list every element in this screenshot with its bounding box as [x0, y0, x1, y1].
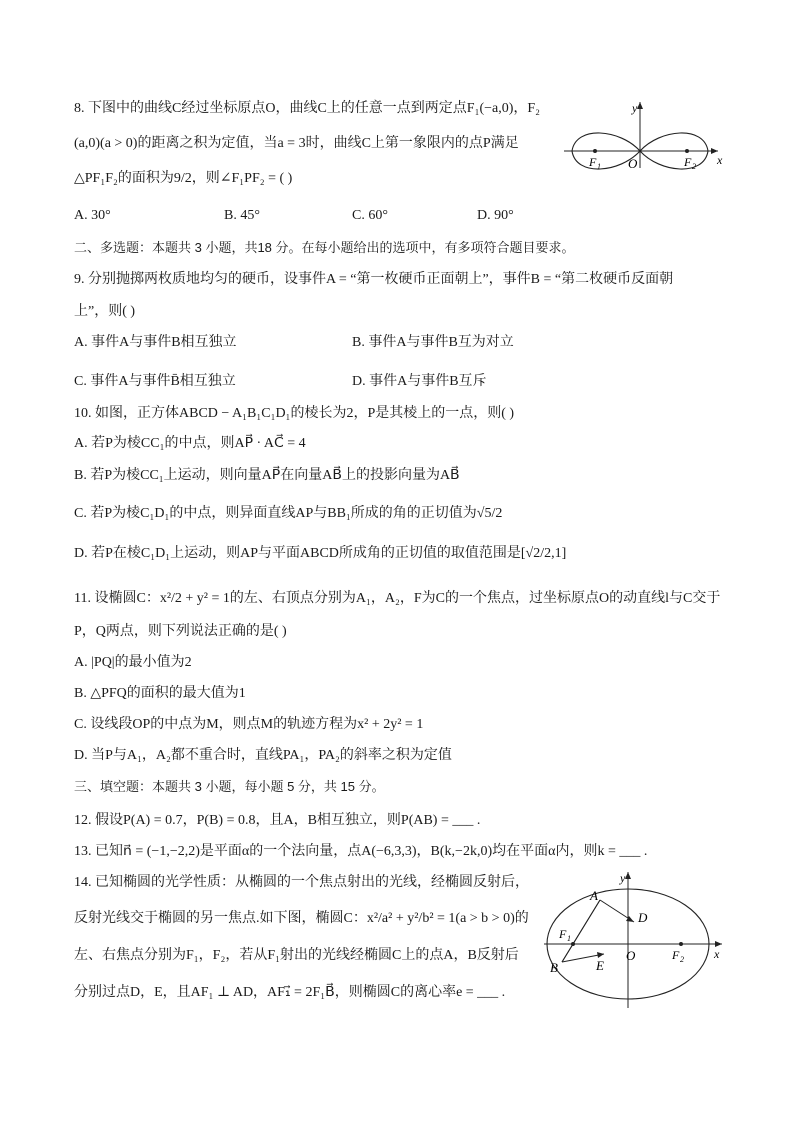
- q10-option-c: C. 若P为棱C₁D₁的中点，则异面直线AP与BB₁所成的角的正切值为√5/2: [74, 506, 503, 521]
- q14-stem-line4: 分别过点D，E，且AF₁ ⊥ AD，AF₁⃗ = 2F₁B⃗，则椭圆C的离心率e = ___ .: [74, 985, 506, 1000]
- q8-origin-label: O: [628, 156, 638, 170]
- q8-f2-point: [685, 149, 689, 153]
- section-3-heading: 三、填空题：本题共 3 小题，每小题 5 分，共 15 分。: [74, 779, 385, 794]
- q14-stem-line1: 14. 已知椭圆的光学性质：从椭圆的一个焦点射出的光线，经椭圆反射后，: [74, 875, 529, 890]
- q9-option-a: A. 事件A与事件B相互独立: [74, 335, 237, 350]
- q8-option-c: C. 60°: [352, 208, 388, 223]
- q14-x-label: x: [714, 947, 720, 961]
- q14-stem-line2: 反射光线交于椭圆的另一焦点.如下图，椭圆C：x²/a² + y²/b² = 1(a > b > 0)的: [74, 911, 529, 926]
- q8-option-a: A. 30°: [74, 208, 111, 223]
- q14-point-d-label: D: [638, 910, 648, 925]
- q11-stem-line1: 11. 设椭圆C：x²/2 + y² = 1的左、右顶点分别为A₁，A₂，F为C的一个焦点，过坐标原点O的动直线l与C交于: [74, 591, 721, 606]
- section-2-heading: 二、多选题：本题共 3 小题，共18 分。在每小题给出的选项中，有多项符合题目要求。: [74, 240, 575, 255]
- q11-stem-line2: P，Q两点，则下列说法正确的是( ): [74, 624, 287, 639]
- q9-option-d: D. 事件A与事件B互斥: [352, 374, 487, 389]
- q10-stem: 10. 如图，正方体ABCD − A₁B₁C₁D₁的棱长为2，P是其棱上的一点，则( ): [74, 406, 515, 421]
- q8-f2-label: F: [684, 155, 692, 169]
- q11-option-a: A. |PQ|的最小值为2: [74, 655, 192, 670]
- q14-stem-line3: 左、右焦点分别为F₁，F₂，若从F₁射出的光线经椭圆C上的点A，B反射后: [74, 948, 519, 963]
- q8-lemniscate-figure: [558, 98, 726, 170]
- q14-ellipse-figure: [538, 868, 728, 1010]
- q14-f1-subscript: 1: [567, 934, 571, 943]
- q10-option-a: A. 若P为棱CC₁的中点，则AP⃗ · AC⃗ = 4: [74, 436, 306, 451]
- q9-option-c: C. 事件A与事件B̄相互独立: [74, 374, 236, 389]
- q8-y-arrow: [637, 102, 643, 109]
- q8-f1-point: [593, 149, 597, 153]
- q9-stem-line1: 9. 分别抛掷两枚质地均匀的硬币，设事件A = “第一枚硬币正面朝上”，事件B = “第二枚硬币反面朝: [74, 272, 674, 287]
- q8-f1-label: F: [589, 155, 597, 169]
- q14-origin-label: O: [626, 948, 636, 963]
- q12-stem: 12. 假设P(A) = 0.7，P(B) = 0.8，且A，B相互独立，则P(AB) = ___ .: [74, 813, 481, 828]
- q13-stem: 13. 已知n⃗ = (−1,−2,2)是平面α的一个法向量，点A(−6,3,3)，B(k,−2k,0)均在平面α内，则k = ___ .: [74, 844, 648, 859]
- q14-point-b-label: B: [550, 960, 558, 975]
- q14-f1-label: F: [559, 927, 567, 941]
- q8-stem-line3: △PF₁F₂的面积为9/2，则∠F₁PF₂ = ( ): [74, 171, 293, 186]
- q9-option-b: B. 事件A与事件B互为对立: [352, 335, 514, 350]
- q10-option-d: D. 若P在棱C₁D₁上运动，则AP与平面ABCD所成角的正切值的取值范围是[√2/2,1]: [74, 546, 567, 561]
- q8-f2-subscript: 2: [692, 162, 696, 170]
- q14-f2-label: F: [672, 948, 680, 962]
- q8-x-label: x: [717, 153, 723, 167]
- q11-option-b: B. △PFQ的面积的最大值为1: [74, 686, 246, 701]
- q11-option-d: D. 当P与A₁，A₂都不重合时，直线PA₁，PA₂的斜率之积为定值: [74, 748, 452, 763]
- q14-f2-point: [679, 942, 683, 946]
- q8-f1-subscript: 1: [597, 162, 601, 170]
- q8-option-d: D. 90°: [477, 208, 514, 223]
- q14-arrow-d: [626, 916, 634, 922]
- q14-f2-subscript: 2: [680, 955, 684, 964]
- q8-stem-line2: (a,0)(a > 0)的距离之积为定值，当a = 3时，曲线C上第一象限内的点P满足: [74, 136, 519, 151]
- q9-stem-line2: 上”，则( ): [74, 304, 136, 319]
- q8-stem-line1: 8. 下图中的曲线C经过坐标原点O，曲线C上的任意一点到两定点F₁(−a,0)，F₂: [74, 101, 541, 116]
- q14-point-a-label: A: [590, 888, 598, 903]
- q14-y-label: y: [620, 871, 626, 885]
- q8-y-label: y: [632, 101, 638, 115]
- q10-option-b: B. 若P为棱CC₁上运动，则向量AP⃗在向量AB⃗上的投影向量为AB⃗: [74, 468, 460, 483]
- q14-point-e-label: E: [596, 958, 604, 973]
- q11-option-c: C. 设线段OP的中点为M，则点M的轨迹方程为x² + 2y² = 1: [74, 717, 424, 732]
- q14-y-arrow: [625, 872, 631, 879]
- q14-chord-ab: [562, 900, 600, 962]
- q8-option-b: B. 45°: [224, 208, 260, 223]
